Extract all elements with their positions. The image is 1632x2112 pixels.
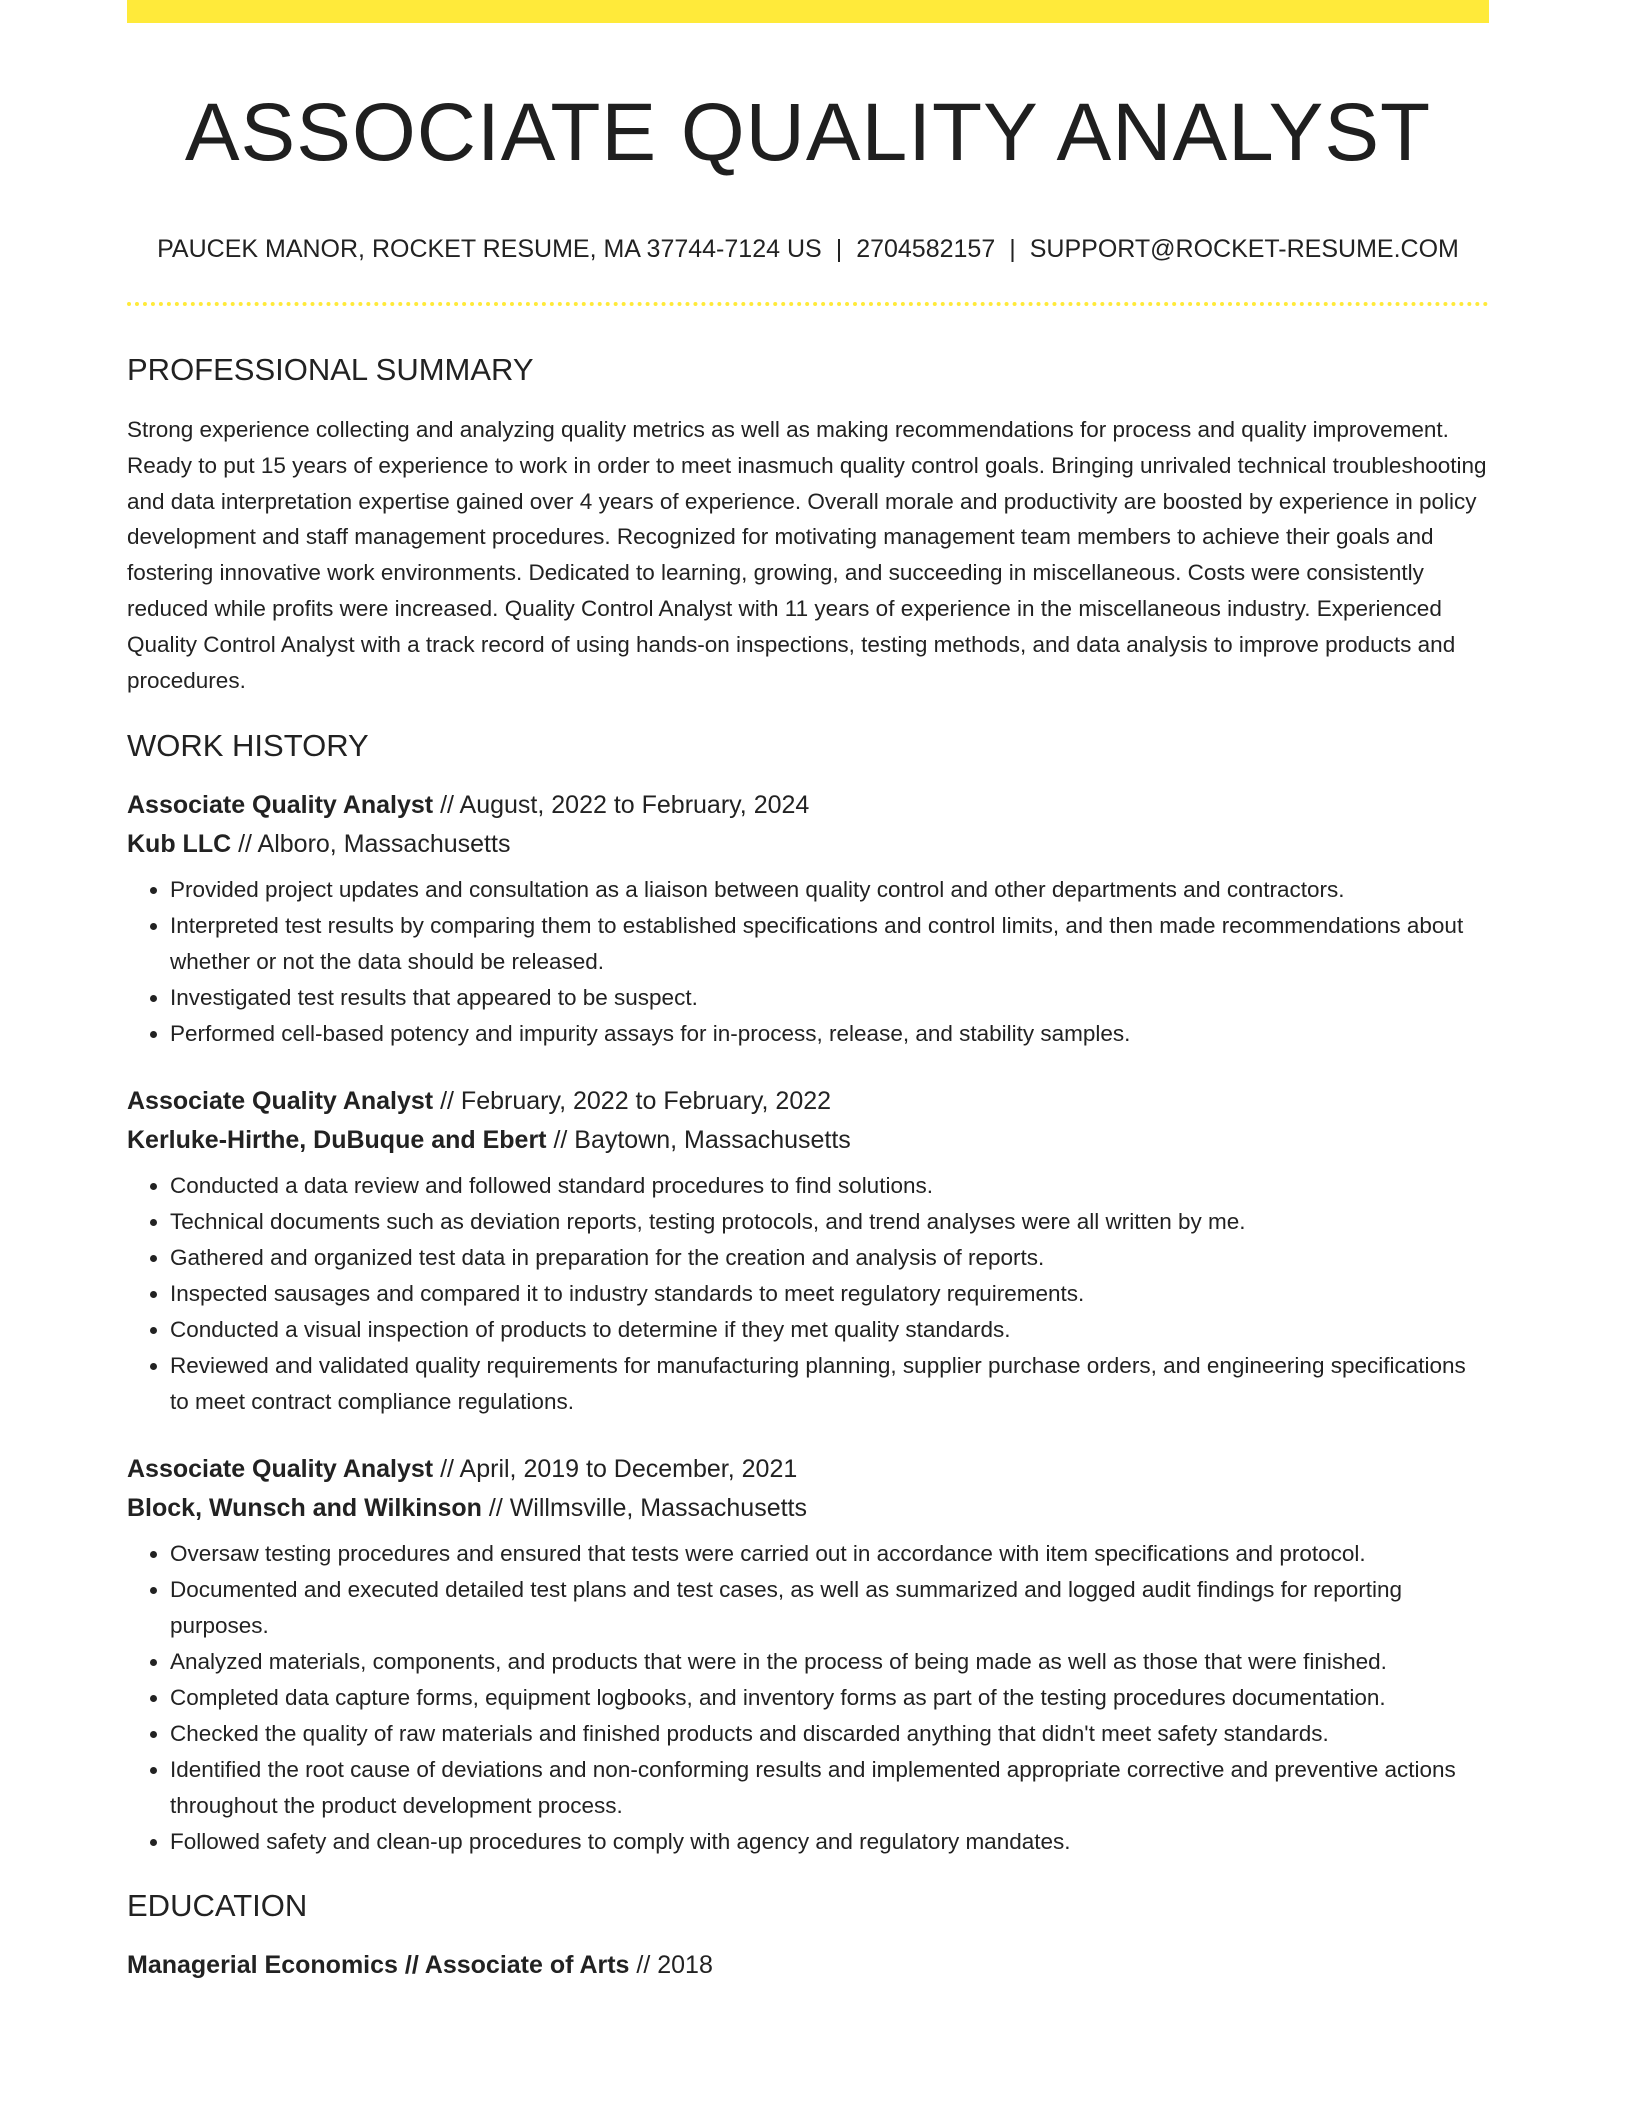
dotted-divider (127, 302, 1489, 306)
job-entry (127, 1450, 1489, 1860)
contact-phone: 2704582157 (856, 235, 996, 263)
education-heading: EDUCATION (127, 1888, 308, 1924)
job-location: // Willmsville, Massachusetts (481, 1494, 807, 1523)
job-entry (127, 1082, 1489, 1420)
job-bullet: • Inspected sausages and compared it to industry standards to meet regulatory requirements. (170, 1276, 1489, 1312)
resume-name-title: ASSOCIATE QUALITY ANALYST (184, 87, 1432, 178)
job-location: // Alboro, Massachusetts (231, 830, 511, 859)
education-degree: Managerial Economics // Associate of Arts (127, 1951, 630, 1980)
job-company: Block, Wunsch and Wilkinson (127, 1494, 482, 1523)
job-bullet: • Reviewed and validated quality requirements for manufacturing planning, supplier purchase orders, and engineering specifications to meet contract compliance regulations. (170, 1348, 1489, 1420)
job-bullet: • Investigated test results that appeared to be suspect. (170, 980, 1489, 1016)
job-bullet: • Gathered and organized test data in preparation for the creation and analysis of reports. (170, 1240, 1489, 1276)
job-bullets (127, 872, 1489, 1052)
job-dates: // August, 2022 to February, 2024 (433, 791, 810, 820)
contact-email: SUPPORT@ROCKET-RESUME.COM (1029, 235, 1459, 263)
contact-separator: | (835, 235, 843, 263)
summary-heading: PROFESSIONAL SUMMARY (127, 352, 534, 387)
job-title-line (127, 786, 1489, 825)
job-role: Associate Quality Analyst (127, 791, 434, 820)
job-bullet: • Oversaw testing procedures and ensured that tests were carried out in accordance with item specifications and protocol. (170, 1536, 1489, 1572)
education-entry (127, 1946, 1489, 1985)
job-bullet: • Interpreted test results by comparing them to established specifications and control limits, and then made recommendations about whether or not the data should be released. (170, 908, 1489, 980)
job-bullet: • Followed safety and clean-up procedures to comply with agency and regulatory mandates. (170, 1824, 1489, 1860)
job-dates: // February, 2022 to February, 2022 (433, 1087, 832, 1116)
summary-text: Strong experience collecting and analyzing quality metrics as well as making recommendations for process and quality improvement. Ready to put 15 years of experience to work in order to meet inasmuch quality control goals. Bringing unrivaled technical troubleshooting and data interpretation expertise gained over 4 years of experience. Overall morale and productivity are boosted by experience in policy development and staff management procedures. Recognized for motivating management team members to achieve their goals and fostering innovative work environments. Dedicated to learning, growing, and succeeding in miscellaneous. Costs were consistently reduced while profits were increased. Quality Control Analyst with 11 years of experience in the miscellaneous industry. Experienced Quality Control Analyst with a track record of using hands-on inspections, testing methods, and data analysis to improve products and procedures. (127, 417, 1487, 693)
job-bullet: • Technical documents such as deviation reports, testing protocols, and trend analyses were all written by me. (170, 1204, 1489, 1240)
work-history-heading: WORK HISTORY (127, 728, 369, 764)
job-bullet: • Conducted a data review and followed standard procedures to find solutions. (170, 1168, 1489, 1204)
job-title-line (127, 1450, 1489, 1489)
job-bullet: • Provided project updates and consultation as a liaison between quality control and other departments and contractors. (170, 872, 1489, 908)
job-bullet: • Identified the root cause of deviations and non-conforming results and implemented appropriate corrective and preventive actions throughout the product development process. (170, 1752, 1489, 1824)
job-role: Associate Quality Analyst (127, 1455, 434, 1484)
job-bullet: • Performed cell-based potency and impurity assays for in-process, release, and stability samples. (170, 1016, 1489, 1052)
job-title-line (127, 1082, 1489, 1121)
resume-page (127, 0, 1489, 1985)
job-company-line (127, 825, 1489, 864)
job-bullet: • Documented and executed detailed test plans and test cases, as well as summarized and logged audit findings for reporting purposes. (170, 1572, 1489, 1644)
contact-line (127, 233, 1489, 265)
job-role: Associate Quality Analyst (127, 1087, 434, 1116)
job-entry (127, 786, 1489, 1052)
job-bullet: • Checked the quality of raw materials and finished products and discarded anything that didn't meet safety standards. (170, 1716, 1489, 1752)
contact-address: PAUCEK MANOR, ROCKET RESUME, MA 37744-7124 US (157, 235, 822, 263)
job-bullets (127, 1168, 1489, 1420)
job-dates: // April, 2019 to December, 2021 (433, 1455, 798, 1484)
job-company-line (127, 1489, 1489, 1528)
job-bullet: • Analyzed materials, components, and products that were in the process of being made as well as those that were finished. (170, 1644, 1489, 1680)
work-history-list (127, 786, 1489, 1860)
job-bullet: • Completed data capture forms, equipment logbooks, and inventory forms as part of the testing procedures documentation. (170, 1680, 1489, 1716)
job-company: Kub LLC (127, 830, 232, 859)
job-company: Kerluke-Hirthe, DuBuque and Ebert (127, 1126, 547, 1155)
education-year: // 2018 (629, 1951, 713, 1980)
job-bullets (127, 1536, 1489, 1860)
accent-top-bar (127, 0, 1489, 23)
job-bullet: • Conducted a visual inspection of products to determine if they met quality standards. (170, 1312, 1489, 1348)
contact-separator: | (1009, 235, 1016, 263)
job-location: // Baytown, Massachusetts (546, 1126, 851, 1155)
job-company-line (127, 1121, 1489, 1160)
